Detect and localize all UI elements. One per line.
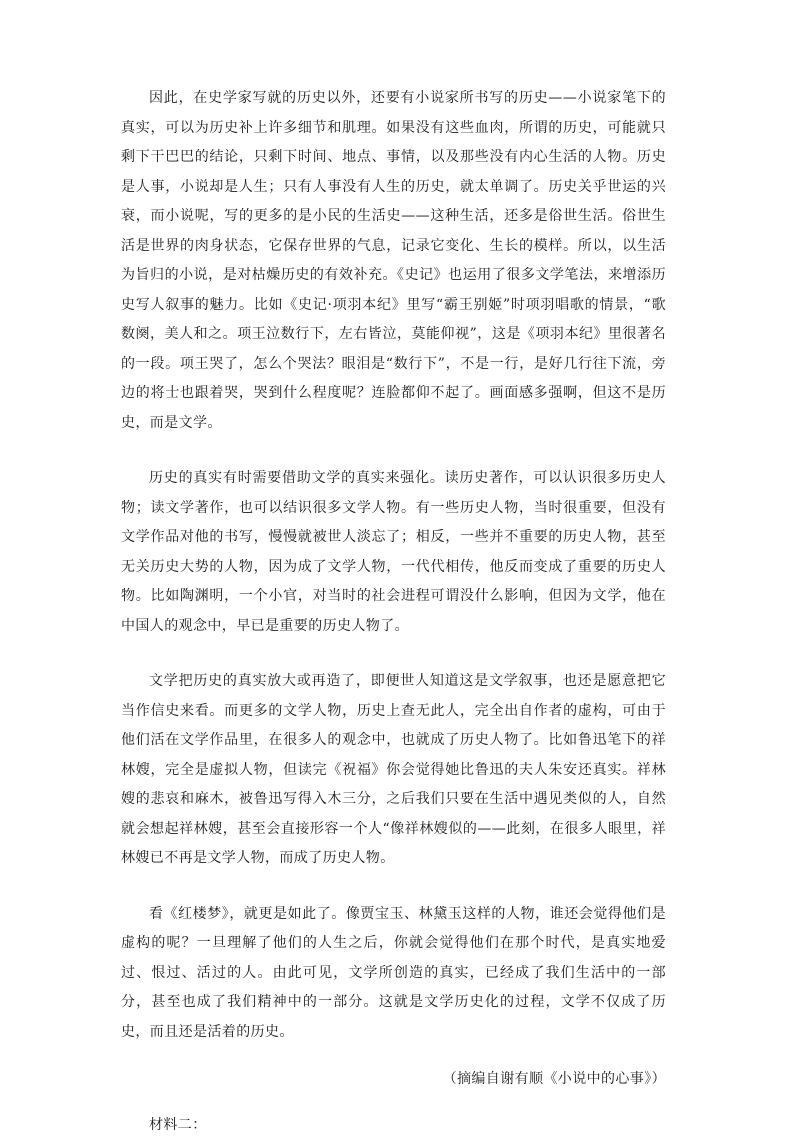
paragraph-2: 历史的真实有时需要借助文学的真实来强化。读历史著作，可以认识很多历史人物；读文学著作，也可以结识很多文学人物。有一些历史人物，当时很重要，但没有文学作品对他的书写，慢慢就被世人淡忘了；相反，一些并不重要的历史人物，甚至无关历史大势的人物，因为成了文学人物，一代代相传，他反而变成了重要的历史人物。比如陶渊明，一个小官，对当时的社会进程可谓没什么影响，但因为文学，他在中国人的观念中，早已是重要的历史人物了。 <box>121 464 666 641</box>
paragraph-1: 因此，在史学家写就的历史以外，还要有小说家所书写的历史——小说家笔下的真实，可以为历史补上许多细节和肌理。如果没有这些血肉，所谓的历史，可能就只剩下干巴巴的结论，只剩下时间、地点、事情，以及那些没有内心生活的人物。历史是人事，小说却是人生；只有人事没有人生的历史，就太单调了。历史关乎世运的兴衰，而小说呢，写的更多的是小民的生活史——这种生活，还多是俗世生活。俗世生活是世界的肉身状态，它保存世界的气息，记录它变化、生长的模样。所以，以生活为旨归的小说，是对枯燥历史的有效补充。《史记》也运用了很多文学笔法，来增添历史写人叙事的魅力。比如《史记·项羽本纪》里写“霸王别姬”时项羽唱歌的情景，“歌数阕，美人和之。项王泣数行下，左右皆泣，莫能仰视”，这是《项羽本纪》里很著名的一段。项王哭了，怎么个哭法？眼泪是“数行下”，不是一行，是好几行往下流，旁边的将士也跟着哭，哭到什么程度呢？连脸都仰不起了。画面感多强啊，但这不是历史，而是文学。 <box>121 84 666 438</box>
paragraph-4: 看《红楼梦》，就更是如此了。像贾宝玉、林黛玉这样的人物，谁还会觉得他们是虚构的呢？一旦理解了他们的人生之后，你就会觉得他们在那个时代，是真实地爱过、恨过、活过的人。由此可见，文学所创造的真实，已经成了我们生活中的一部分，甚至也成了我们精神中的一部分。这就是文学历史化的过程，文学不仅成了历史，而且还是活着的历史。 <box>121 900 666 1048</box>
paragraph-3: 文学把历史的真实放大或再造了，即便世人知道这是文学叙事，也还是愿意把它当作信史来看。而更多的文学人物，历史上查无此人，完全出自作者的虚构，可由于他们活在文学作品里，在很多人的观念中，也就成了历史人物了。比如鲁迅笔下的祥林嫂，完全是虚拟人物，但读完《祝福》你会觉得她比鲁迅的夫人朱安还真实。祥林嫂的悲哀和麻木，被鲁迅写得入木三分，之后我们只要在生活中遇见类似的人，自然就会想起祥林嫂，甚至会直接形容一个人“像祥林嫂似的——此刻，在很多人眼里，祥林嫂已不再是文学人物，而成了历史人物。 <box>121 667 666 874</box>
document-body <box>121 84 666 1140</box>
source-citation: （摘编自谢有顺《小说中的心事》） <box>121 1065 666 1095</box>
section-label: 材料二： <box>121 1111 666 1140</box>
